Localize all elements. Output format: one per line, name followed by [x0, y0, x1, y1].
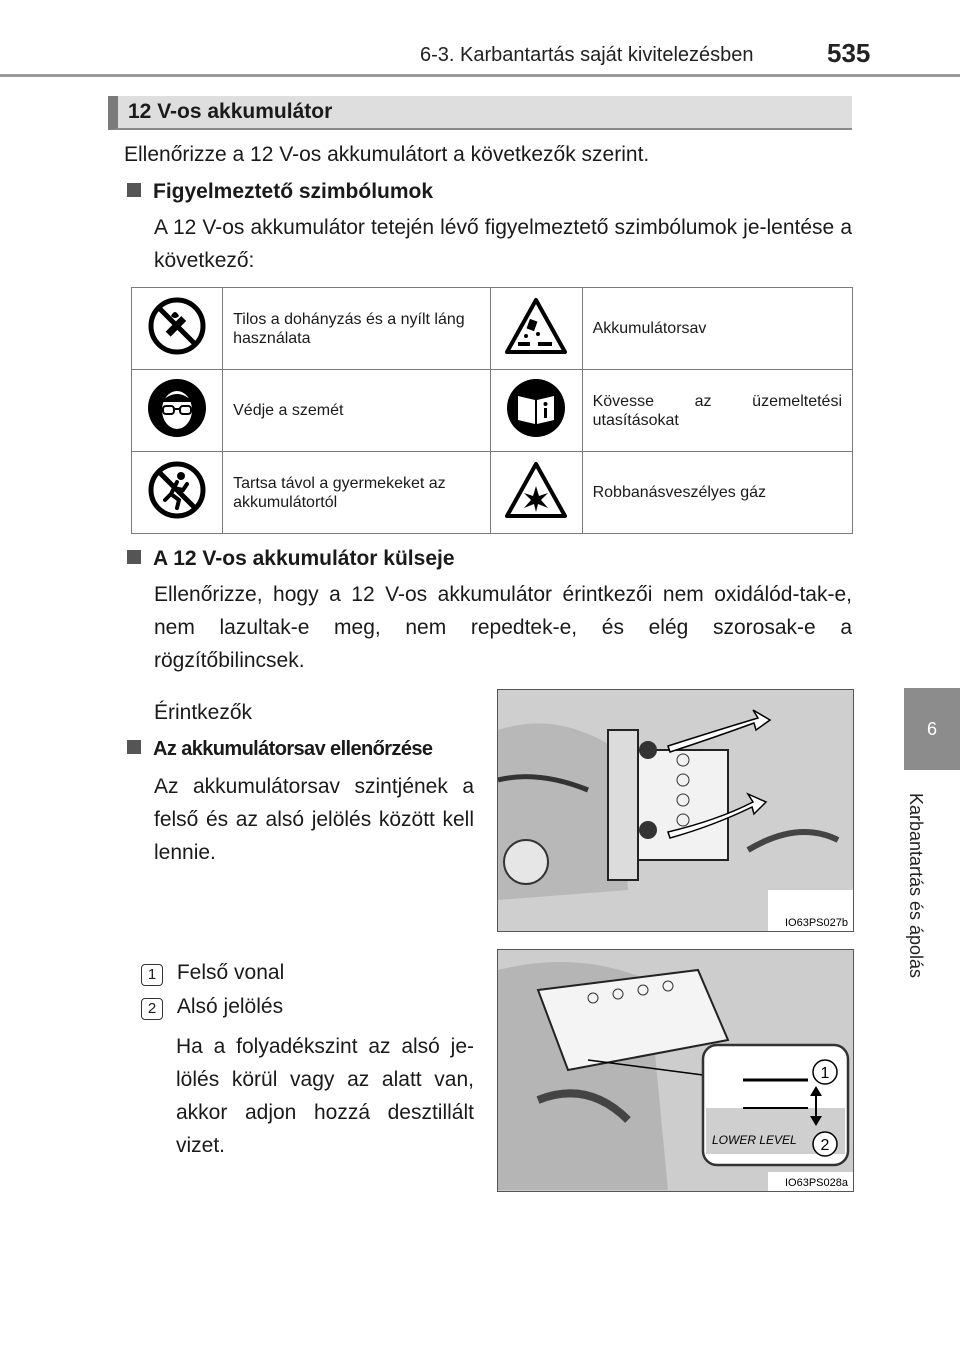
page-number: 535	[827, 38, 871, 68]
terminals-label: Érintkezők	[154, 701, 253, 724]
symbol-label: Kövesse az üzemeltetési utasításokat	[582, 370, 852, 452]
image-code: IO63PS028a	[785, 1177, 848, 1189]
engine-bay-drawing	[498, 690, 853, 931]
read-manual-icon	[506, 378, 566, 438]
no-smoking-no-flame-icon	[147, 296, 207, 356]
symbols-description: A 12 V-os akkumulátor tetején lévő figyelmeztető szimbólumok je-lentése a következő:	[154, 216, 852, 272]
chapter-tab-number: 6	[904, 688, 960, 770]
exterior-text: Ellenőrizze, hogy a 12 V-os akkumulátor érintkezői nem oxidálód-tak-e, nem lazultak-e meg, nem repedtek-e, és elég szorosak-e a rögzítőbilincsek.	[154, 583, 852, 672]
lower-level-label: LOWER LEVEL	[712, 1133, 797, 1147]
chapter-tab-label: Karbantartás és ápolás	[906, 792, 927, 978]
chapter-title: 6-3. Karbantartás saját kivitelezésben	[420, 44, 754, 66]
table-row	[132, 288, 853, 370]
symbol-label: Tilos a dohányzás és a nyílt láng használata	[223, 288, 491, 370]
symbol-label: Védje a szemét	[223, 370, 491, 452]
fluid-text: Az akkumulátorsav szintjének a felső és az alsó jelölés között kell lennie.	[154, 775, 474, 864]
image-code: IO63PS027b	[785, 917, 848, 929]
table-row	[132, 370, 853, 452]
symbol-label: Tartsa távol a gyermekeket az akkumulátortól	[223, 452, 491, 534]
intro-text: Ellenőrizze a 12 V-os akkumulátort a következők szerint.	[124, 143, 650, 166]
list-item: 1 Felső vonal	[141, 956, 284, 989]
battery-terminals-illustration	[497, 689, 854, 932]
symbols-heading: Figyelmeztető szimbólumok	[127, 180, 433, 204]
callout-number-1: 1	[820, 1065, 830, 1082]
symbol-label: Robbanásveszélyes gáz	[582, 452, 852, 534]
battery-fluid-level-illustration	[497, 949, 854, 1192]
fluid-heading: Az akkumulátorsav ellenőrzése	[127, 738, 432, 761]
eye-protection-icon	[147, 378, 207, 438]
item-number-2: 2	[141, 998, 163, 1020]
corrosive-acid-icon	[504, 296, 568, 356]
exterior-heading: A 12 V-os akkumulátor külseje	[127, 547, 455, 571]
header-divider	[0, 74, 960, 77]
list-item: 2 Alsó jelölés	[141, 990, 283, 1023]
keep-away-children-icon	[147, 460, 207, 520]
battery-level-drawing	[498, 950, 853, 1191]
section-title: 12 V-os akkumulátor	[108, 96, 852, 130]
item-number-1: 1	[141, 964, 163, 986]
table-row	[132, 452, 853, 534]
callout-number-2: 2	[820, 1137, 830, 1154]
fluid-note: Ha a folyadékszint az alsó je-lölés körül vagy az alatt van, akkor adjon hozzá desztillált vizet.	[176, 1035, 474, 1157]
explosive-gas-icon	[504, 460, 568, 520]
warning-symbols-table	[131, 287, 853, 534]
symbol-label: Akkumulátorsav	[582, 288, 852, 370]
